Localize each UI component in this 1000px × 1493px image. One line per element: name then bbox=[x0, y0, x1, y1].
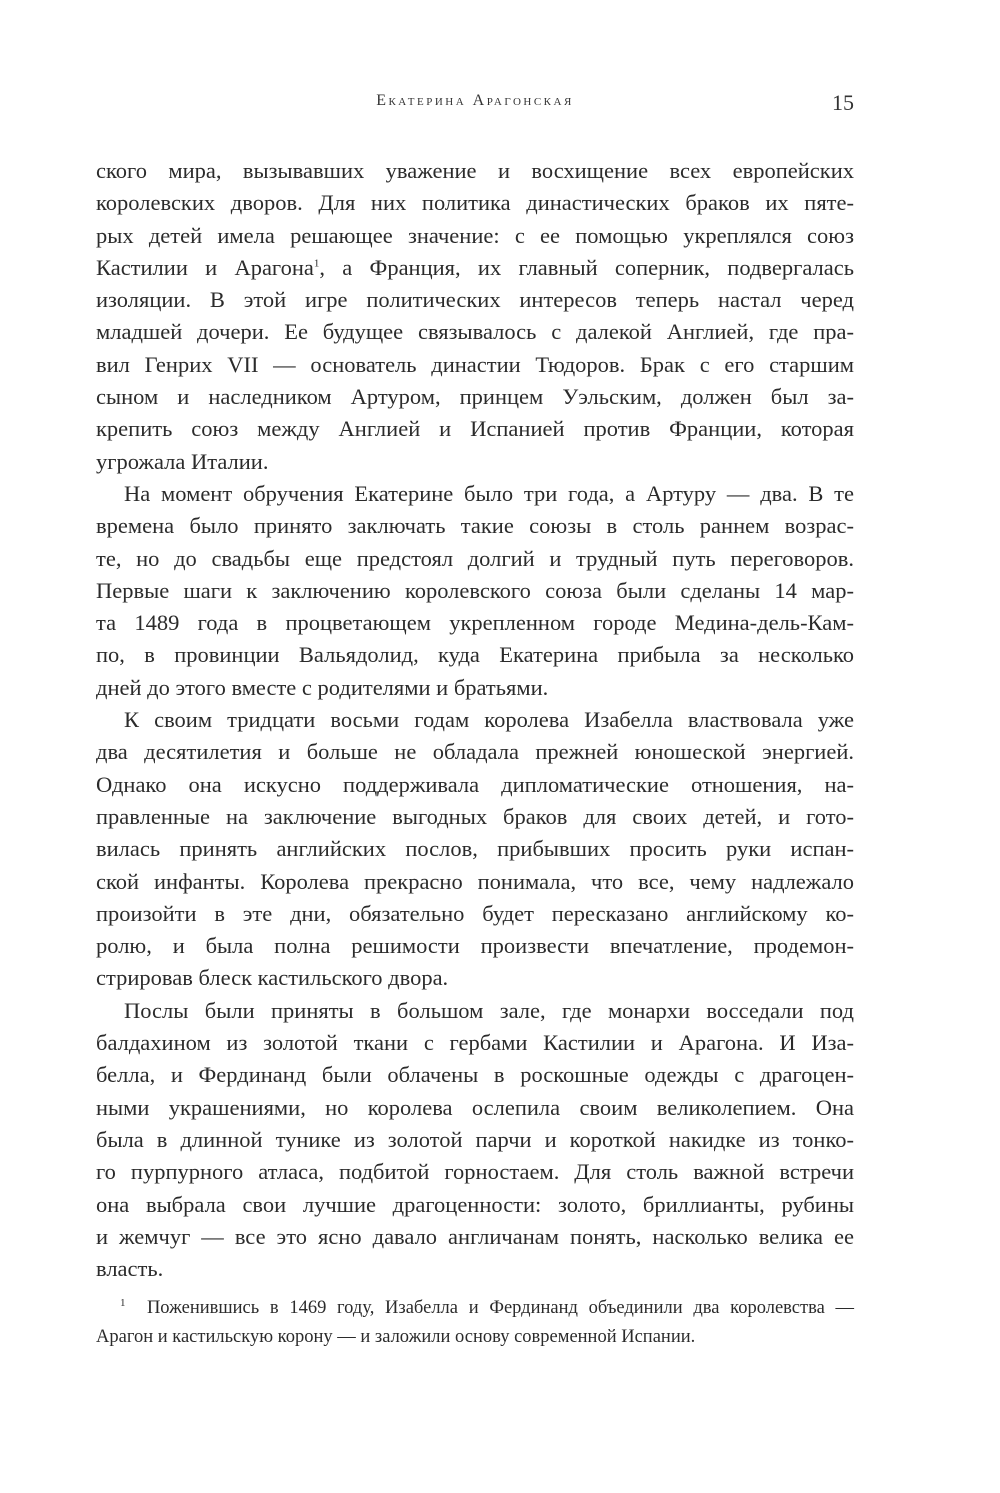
text-line: го пурпурного атласа, подбитой горностаем. Для столь важной встречи bbox=[96, 1159, 854, 1185]
text-line: ской инфанты. Королева прекрасно понимала, что все, чему надлежало bbox=[96, 868, 854, 894]
text-line: крепить союз между Англией и Испанией против Франции, которая bbox=[96, 416, 854, 442]
text-line: балдахином из золотой ткани с гербами Кастилии и Арагона. И Иза- bbox=[96, 1030, 854, 1056]
text-line: она выбрала свои лучшие драгоценности: золото, бриллианты, рубины bbox=[96, 1191, 854, 1217]
footnote-marker: 1 bbox=[120, 1296, 126, 1309]
text-line: королевских дворов. Для них политика династических браков их пяте- bbox=[96, 190, 854, 216]
text-line: рых детей имела решающее значение: с ее помощью укреплялся союз bbox=[96, 222, 854, 248]
footnote-line: Арагон и кастильскую корону — и заложили основу современной Испании. bbox=[96, 1327, 696, 1347]
text-line: та 1489 года в процветающем укрепленном городе Медина-дель-Кам- bbox=[96, 610, 854, 636]
text-line: Послы были приняты в большом зале, где монархи восседали под bbox=[124, 997, 854, 1023]
text-line: произойти в эте дни, обязательно будет пересказано английскому ко- bbox=[96, 900, 854, 926]
footnote-reference[interactable]: 1 bbox=[313, 257, 320, 270]
text-line: младшей дочери. Ее будущее связывалось с далекой Англией, где пра- bbox=[96, 319, 854, 345]
text-line: два десятилетия и больше не обладала прежней юношеской энергией. bbox=[96, 739, 854, 765]
text-line: времена было принято заключать такие союзы в столь раннем возрас- bbox=[96, 513, 854, 539]
text-line: угрожала Италии. bbox=[96, 448, 269, 474]
text-line: вилась принять английских послов, прибывших просить руки испан- bbox=[96, 836, 854, 862]
text-line bbox=[96, 252, 854, 284]
text-line: изоляции. В этой игре политических интересов теперь настал черед bbox=[96, 287, 854, 313]
text-line: На момент обручения Екатерине было три года, а Артуру — два. В те bbox=[124, 480, 854, 506]
text-line: по, в провинции Вальядолид, куда Екатерина прибыла за несколько bbox=[96, 642, 854, 668]
text-line: стрировав блеск кастильского двора. bbox=[96, 965, 449, 991]
text-line: белла, и Фердинанд были облачены в роскошные одежды с драгоцен- bbox=[96, 1062, 854, 1088]
text-line: власть. bbox=[96, 1256, 164, 1282]
text-fragment: , а Франция, их главный соперник, подвергалась bbox=[319, 254, 855, 280]
text-line: К своим тридцати восьми годам королева Изабелла властвовала уже bbox=[124, 707, 854, 733]
text-line: и жемчуг — все это ясно давало англичанам понять, насколько велика ее bbox=[96, 1223, 854, 1249]
text-line: дней до этого вместе с родителями и братьями. bbox=[96, 674, 549, 700]
running-title: Екатерина Арагонская bbox=[376, 92, 574, 109]
text-line: была в длинной тунике из золотой парчи и короткой накидке из тонко- bbox=[96, 1126, 854, 1152]
footnote bbox=[96, 1294, 854, 1352]
page-number: 15 bbox=[832, 90, 854, 115]
text-line: вил Генрих VII — основатель династии Тюдоров. Брак с его старшим bbox=[96, 351, 854, 377]
running-head bbox=[96, 88, 854, 118]
footnote-line bbox=[96, 1294, 854, 1323]
text-line: сыном и наследником Артуром, принцем Уэльским, должен был за- bbox=[96, 384, 854, 410]
text-line: правленные на заключение выгодных браков для своих детей, и гото- bbox=[96, 803, 854, 829]
text-line: Однако она искусно поддерживала дипломатические отношения, на- bbox=[96, 771, 854, 797]
text-line: ными украшениями, но королева ослепила своим великолепием. Она bbox=[96, 1094, 854, 1120]
text-line: те, но до свадьбы еще предстоял долгий и трудный путь переговоров. bbox=[96, 545, 854, 571]
text-line: ского мира, вызывавших уважение и восхищение всех европейских bbox=[96, 158, 854, 183]
footnote-text: Поженившись в 1469 году, Изабелла и Фердинанд объединили два королевства — bbox=[146, 1298, 854, 1318]
text-line: ролю, и была полна решимости произвести впечатление, продемон- bbox=[96, 933, 854, 959]
body-text bbox=[96, 155, 854, 1285]
text-fragment: Кастилии и Арагона bbox=[96, 254, 314, 280]
text-line: Первые шаги к заключению королевского союза были сделаны 14 мар- bbox=[96, 577, 854, 603]
